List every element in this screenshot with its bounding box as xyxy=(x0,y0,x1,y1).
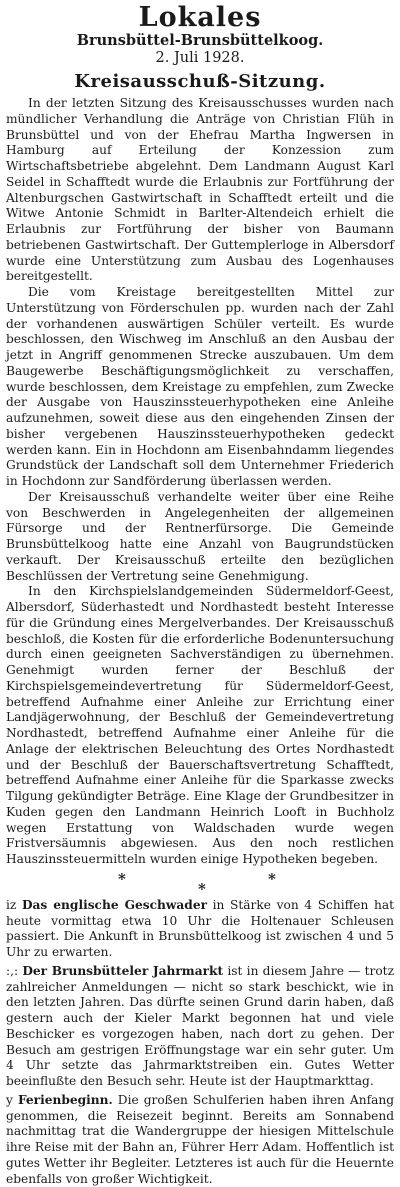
article-paragraph: Der Kreisausschuß verhandelte weiter über eine Reihe von Beschwerden in Angelegenheiten der allgemeinen Fürsorge und der Rentnerfürsorge. Die Gemeinde Brunsbüttelkoog hatte eine Anzahl von Baugrundstücken verkauft. Der Kreisausschuß erteilte den bezüglichen Beschlüssen der Vertretung seine Genehmigung. xyxy=(6,489,394,583)
place-line: Brunsbüttel-Brunsbüttelkoog. xyxy=(76,32,324,49)
article-heading: Kreisausschuß-Sitzung. xyxy=(74,71,326,92)
article-paragraph: In den Kirchspielslandgemeinden Südermeldorf-Geest, Albersdorf, Süderhastedt und Nordhastedt besteht Interesse für die Gründung eines Mergelverbandes. Der Kreisausschuß beschloß, die Kosten für die erforderliche Bodenuntersuchung durch einen geeigneten Sachverständigen zu übernehmen. Genehmigt wurden ferner der Beschluß der Kirchspielsgemeindevertretung für Südermeldorf-Geest, betreffend Aufnahme einer Anleihe zur Errichtung einer Landjägerwohnung, der Beschluß der Gemeindevertretung Nordhastedt, betreffend Aufnahme einer Anleihe für die Anlage der elektrischen Beleuchtung des Ortes Nordhastedt und der Beschluß der Bauerschaftsvertretung Schafftedt, betreffend Aufnahme einer Anleihe für die Sparkasse zwecks Tilgung gekündigter Beträge. Eine Klage der Grundbesitzer in Kuden gegen den Landmann Heinrich Looft in Buchholz wegen Erstattung von Waldschaden wurde wegen Fristversäumnis abgewiesen. Aus den noch restlichen Hauszinssteuermitteln wurden einige Hypotheken begeben. xyxy=(6,584,394,866)
news-marker: y xyxy=(6,1092,13,1107)
news-headline: Das englische Geschwader xyxy=(21,897,207,912)
news-headline: Der Brunsbütteler Jahrmarkt xyxy=(22,963,224,978)
article-paragraph: Die vom Kreistage bereitgestellten Mittel zur Unterstützung von Förderschulen pp. wurden nach der Zahl der vorhandenen auswärtigen Schüler verteilt. Es wurde beschlossen, den Wischweg im Anschluß an den Ausbau der jetzt in Angriff genommenen Strecke auszubauen. Um dem Baugewerbe Beschäftigungsmöglichkeit zu verschaffen, wurde beschlossen, dem Kreistage zu empfehlen, zum Zwecke der Ausgabe von Hauszinssteuerhypotheken eine Anleihe aufzunehmen, soweit diese aus den eingehenden Zinsen der bisher vergebenen Hauszinssteuerhypotheken gedeckt werden kann. Ein in Hochdonn am Eisenbahndamm liegendes Grundstück der Landschaft soll dem Unternehmer Friederich in Hochdonn zur Sandförderung überlassen werden. xyxy=(6,285,394,488)
separator-asterisk: * xyxy=(118,869,126,888)
news-item xyxy=(6,964,394,1090)
separator-asterisk: * xyxy=(268,869,276,888)
article-paragraph: In der letzten Sitzung des Kreisausschusses wurden nach mündlicher Verhandlung die Anträge von Christian Flüh in Brunsbüttel und von der Ehefrau Martha Ingwersen in Hamburg auf Erteilung der Konzession zum Wirtschaftsbetriebe abgelehnt. Dem Landmann August Karl Seidel in Schafftedt wurde die Erlaubnis zur Fortführung der Altenburgschen Gastwirtschaft in Schafftedt erteilt und die Witwe Antonie Schmidt in Barlter-Altendeich erhielt die Erlaubnis zur Fortführung der bisher von Baumann betriebenen Gastwirtschaft. Der Guttemplerloge in Albersdorf wurde eine Unterstützung zum Ausbau des Logenhauses bereitgestellt. xyxy=(6,96,394,284)
news-headline: Ferienbeginn. xyxy=(17,1092,113,1107)
article-body xyxy=(6,96,394,868)
date-line: 2. Juli 1928. xyxy=(155,50,245,66)
section-masthead: Lokales xyxy=(138,2,262,33)
news-text: Die großen Schulferien haben ihren Anfang genommen, die Reisezeit beginnt. Bereits am Sonnabend nachmittag trat die Wandergruppe der hiesigen Mittelschule ihre Reise mit der Bahn an, Führer Herr Adam. Hoffentlich ist gutes Wetter ihr Begleiter. Letzteres ist auch für die Heuernte ebenfalls von großer Wichtigkeit. xyxy=(6,1092,395,1186)
separator-asterisk: * xyxy=(198,879,206,898)
news-marker: :,: xyxy=(6,963,19,978)
news-marker: iz xyxy=(6,897,17,912)
news-item xyxy=(6,1093,394,1187)
news-items xyxy=(6,898,394,1187)
news-text: in Stärke von 4 Schiffen hat heute vormittag etwa 10 Uhr die Holtenauer Schleusen passiert. Die Ankunft in Brunsbüttelkoog ist zwischen 4 und 5 Uhr zu erwarten. xyxy=(6,897,394,959)
separator-asterisks xyxy=(6,868,394,898)
news-item xyxy=(6,898,394,961)
news-text: ist in diesem Jahre — trotz zahlreicher Anmeldungen — nicht so stark beschickt, wie in den letzten Jahren. Das dürfte seinen Grund darin haben, daß gestern auch der Kieler Markt begonnen hat und viele Beschicker es vorgezogen haben, nach dort zu gehen. Der Besuch am gestrigen Eröffnungstage war ein sehr guter. Um 4 Uhr setzte das Jahrmarktstreiben ein. Gutes Wetter beeinflußte den Besuch sehr. Heute ist der Hauptmarkttag. xyxy=(6,963,395,1088)
